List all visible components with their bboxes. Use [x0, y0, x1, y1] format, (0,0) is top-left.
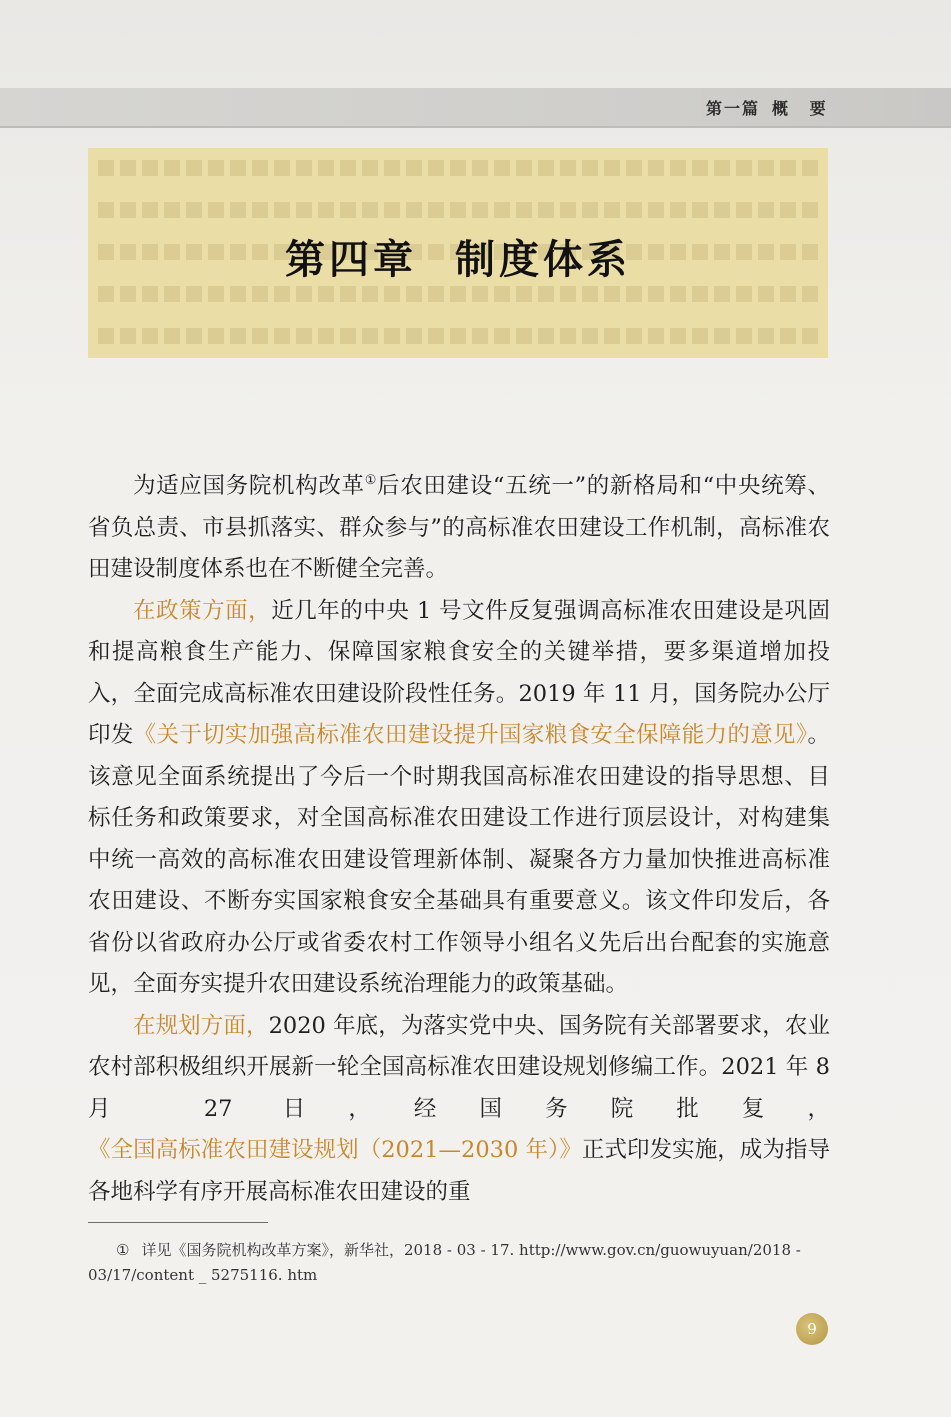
- paragraph-policy: [88, 591, 830, 1006]
- planning-text-a: 2020 年底，为落实党中央、国务院有关部署要求，农业农村部积极组织开展新一轮全国高标准农田建设规划修编工作。2021 年 8 月 27 日，经国务院批复，: [88, 1012, 830, 1122]
- running-header-title: 概 要: [772, 99, 834, 118]
- footnote-rule: [88, 1222, 268, 1223]
- footnote-mark: ①: [116, 1241, 130, 1259]
- paragraph-intro-text-b: 后农田建设“五统一”的新格局和“中央统筹、省负总责、市县抓落实、群众参与”的高标准农田建设工作机制，高标准农田建设制度体系也在不断健全完善。: [88, 473, 830, 582]
- paragraph-intro: [88, 460, 830, 591]
- chapter-title-box: [88, 148, 828, 358]
- planning-document-title: 《全国高标准农田建设规划（2021—2030 年）》: [88, 1137, 582, 1163]
- paragraph-intro-text-a: 为适应国务院机构改革: [133, 473, 365, 499]
- footnote-text: 详见《国务院机构改革方案》，新华社，2018 - 03 - 17. http://www.gov.cn/guowuyuan/2018 - 03/17/content _ 5275116. htm: [88, 1241, 801, 1284]
- running-header-part: 第一篇: [706, 99, 761, 118]
- paragraph-planning: [88, 1006, 830, 1214]
- chapter-heading: [88, 228, 828, 285]
- chapter-number: 第四章: [285, 237, 417, 283]
- planning-keyword: 在规划方面，: [133, 1012, 269, 1039]
- policy-text-b: 。该意见全面系统提出了今后一个时期我国高标准农田建设的指导思想、目标任务和政策要求，对全国高标准农田建设工作进行顶层设计，对构建集中统一高效的高标准农田建设管理新体制、凝聚各方力量加快推进高标准农田建设、不断夯实国家粮食安全基础具有重要意义。该文件印发后，各省份以省政府办公厅或省委农村工作领导小组名义先后出台配套的实施意见，全面夯实提升农田建设系统治理能力的政策基础。: [88, 722, 830, 997]
- page-number-badge: [796, 1313, 828, 1345]
- footnote-reference-mark[interactable]: ①: [364, 473, 378, 488]
- footnote: [88, 1238, 830, 1288]
- policy-keyword: 在政策方面，: [133, 597, 272, 624]
- policy-document-title: 《关于切实加强高标准农田建设提升国家粮食安全保障能力的意见》: [133, 722, 808, 748]
- page-number: 9: [807, 1320, 817, 1338]
- body-text: [88, 460, 830, 1213]
- planning-text-b: 正式印发实施，成为指导各地科学有序开展高标准农田建设的重: [88, 1137, 830, 1205]
- policy-text-a: 近几年的中央 1 号文件反复强调高标准农田建设是巩固和提高粮食生产能力、保障国家粮食安全的关键举措，要多渠道增加投入，全面完成高标准农田建设阶段性任务。2019 年 11 月，国务院办公厅印发: [88, 597, 830, 748]
- chapter-title: 制度体系: [455, 237, 631, 283]
- header-band-edge: [0, 126, 951, 128]
